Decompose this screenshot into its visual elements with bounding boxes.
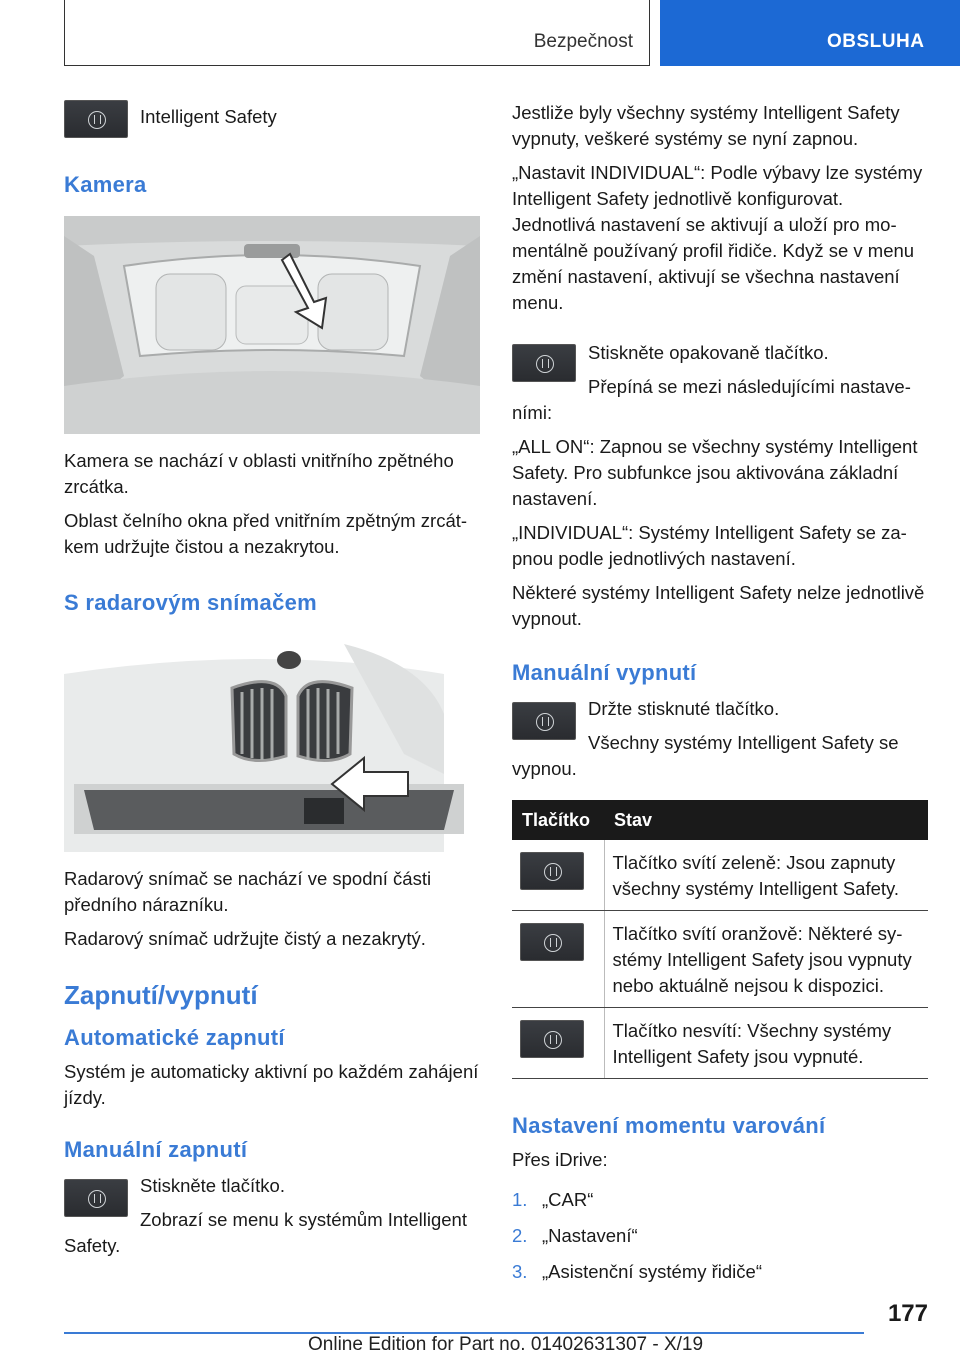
onoff-heading: Zapnutí/vypnutí — [64, 980, 258, 1010]
page-number: 177 — [887, 1300, 928, 1327]
manual-off-heading: Manuální vypnutí — [512, 660, 697, 685]
all-on-text: „ALL ON“: Zapnou se všechny systémy Intelligent Safety. Pro subfunkce jsou aktivována základní nastavení. — [512, 436, 918, 509]
button-off-icon — [520, 1020, 584, 1058]
intro-label: Intelligent Safety — [140, 106, 277, 127]
intelligent-safety-button-icon — [64, 1179, 128, 1217]
table-row — [512, 840, 928, 911]
manual-on-text-2: Zobrazí se menu k systémům Intelligent Safety. — [64, 1209, 467, 1256]
manual-off-text-1: Držte stisknuté tlačítko. — [588, 698, 780, 719]
intelligent-safety-button-icon — [512, 344, 576, 382]
button-orange-icon — [520, 923, 584, 961]
intelligent-safety-button-icon — [512, 702, 576, 740]
table-cell-status: Tlačítko svítí zeleně: Jsou zapnuty všechny systémy Intelligent Safety. — [604, 840, 928, 911]
auto-on-heading: Automatické zapnutí — [64, 1025, 285, 1050]
table-cell-status: Tlačítko nesvítí: Všechny systémy Intelligent Safety jsou vypnuté. — [604, 1008, 928, 1079]
list-item: 2. „Nastavení“ — [512, 1225, 638, 1246]
intelligent-safety-button-icon — [64, 100, 128, 138]
radar-photo — [64, 634, 480, 852]
warning-time-heading: Nastavení momentu varování — [512, 1113, 826, 1138]
table-header-button: Tlačítko — [512, 800, 604, 840]
table-row — [512, 1008, 928, 1079]
header-section-title: Bezpečnost — [533, 31, 633, 52]
all-off-text: Jestliže byly všechny systémy Intelligent Safety vypnuty, veškeré systémy se nyní zapnou. — [512, 102, 900, 149]
table-header-status: Stav — [604, 800, 928, 840]
header-chapter-title: OBSLUHA — [827, 31, 925, 52]
camera-text-1: Kamera se nachází v oblasti vnitřního zpětného zrcátka. — [64, 450, 454, 497]
button-status-table — [512, 800, 928, 1079]
cannot-disable-text: Některé systémy Intelligent Safety nelze jednotlivě vypnout. — [512, 582, 925, 629]
table-cell-status: Tlačítko svítí oranžově: Některé systémy Intelligent Safety jsou vypnuty nebo aktuálně nejsou k dispozici. — [604, 911, 928, 1008]
table-row — [512, 911, 928, 1008]
edition-text: Online Edition for Part no. 01402631307 - X/19 — [308, 1334, 704, 1355]
intro-icon-row — [64, 100, 480, 142]
list-item: 3. „Asistenční systémy řidiče“ — [512, 1261, 762, 1282]
right-column — [512, 100, 928, 1295]
table-header-row — [512, 800, 928, 840]
radar-text-1: Radarový snímač se nachází ve spodní části předního nárazníku. — [64, 868, 432, 915]
manual-off-icon-row — [512, 696, 928, 782]
radar-heading: S radarovým snímačem — [64, 590, 318, 615]
camera-text-2: Oblast čelního okna před vnitřním zpětným zrcátkem udržujte čistou a nezakrytou. — [64, 510, 468, 557]
individual-setup-text: „Nastavit INDIVIDUAL“: Podle výbavy lze systémy Intelligent Safety jednotlivě konfigurovat. Jednotlivá nastavení se aktivují a uloží pro momentálně používaný profil řidiče. Když se v menu změní nastavení, aktivují se všechna nastavení menu. — [512, 162, 923, 313]
repeat-switch-text: Přepíná se mezi následujícími nastaveními: — [512, 376, 911, 423]
header-section-box — [64, 0, 650, 66]
idrive-steps — [512, 1187, 928, 1285]
repeat-press-text: Stiskněte opakovaně tlačítko. — [588, 342, 829, 363]
left-column — [64, 100, 480, 1267]
camera-heading: Kamera — [64, 172, 147, 197]
auto-on-text: Systém je automaticky aktivní po každém zahájení jízdy. — [64, 1061, 479, 1108]
idrive-text: Přes iDrive: — [512, 1149, 608, 1170]
list-item: 1. „CAR“ — [512, 1189, 594, 1210]
manual-on-icon-row — [64, 1173, 480, 1259]
individual-text: „INDIVIDUAL“: Systémy Intelligent Safety se zapnou podle jednotlivých nastavení. — [512, 522, 907, 569]
header-chapter-tab — [660, 0, 960, 66]
manual-on-text-1: Stiskněte tlačítko. — [140, 1175, 285, 1196]
repeat-icon-row — [512, 340, 928, 426]
manual-on-heading: Manuální zapnutí — [64, 1137, 248, 1162]
button-green-icon — [520, 852, 584, 890]
camera-photo — [64, 216, 480, 434]
radar-text-2: Radarový snímač udržujte čistý a nezakrytý. — [64, 928, 426, 949]
manual-off-text-2: Všechny systémy Intelligent Safety se vypnou. — [512, 732, 899, 779]
page-header — [0, 0, 960, 66]
